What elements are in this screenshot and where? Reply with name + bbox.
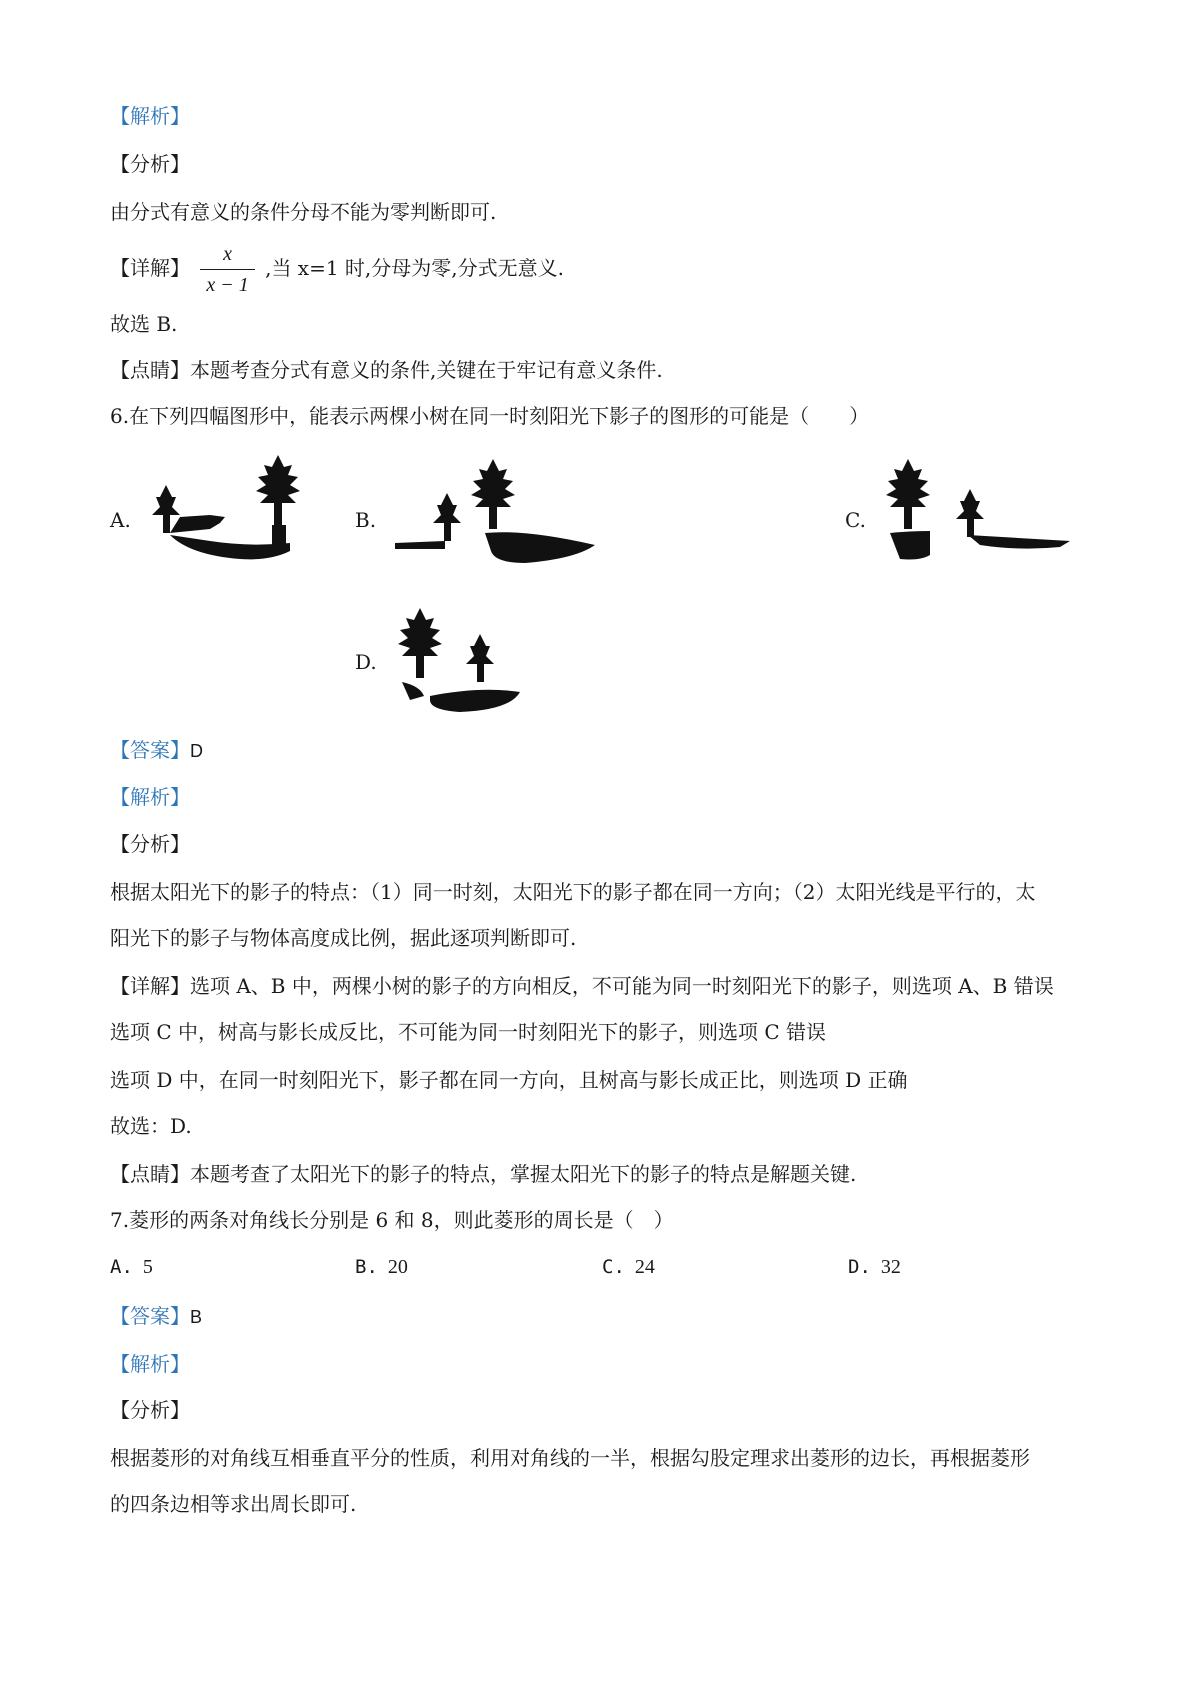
q5-detail-text: ,当 x=1 时,分母为零,分式无意义. bbox=[265, 256, 564, 280]
q7-choice-a-value: 5 bbox=[142, 1256, 153, 1278]
fenxi-tag: 【分析】 bbox=[110, 152, 190, 176]
q7-choice-d-value: 32 bbox=[880, 1256, 901, 1278]
analysis-tag: 【解析】 bbox=[110, 104, 190, 128]
q6-comment bbox=[110, 1162, 856, 1186]
q7-analysis-line-1: 根据菱形的对角线互相垂直平分的性质，利用对角线的一半，根据勾股定理求出菱形的边长，再根据菱形 bbox=[110, 1446, 1030, 1470]
q7-choice-d-label: D. bbox=[848, 1256, 871, 1278]
q7-choice-b bbox=[355, 1256, 408, 1279]
q6-choose: 故选：D. bbox=[110, 1114, 192, 1138]
answer-tag: 【答案】 bbox=[110, 1304, 190, 1328]
q6-question: 6.在下列四幅图形中，能表示两棵小树在同一时刻阳光下影子的图形的可能是（ ） bbox=[110, 404, 870, 428]
q7-choice-b-value: 20 bbox=[387, 1256, 408, 1278]
q5-comment bbox=[110, 358, 663, 382]
q7-analysis-line-2: 的四条边相等求出周长即可. bbox=[110, 1492, 357, 1516]
q5-choose: 故选 B. bbox=[110, 312, 178, 336]
q7-choice-c-value: 24 bbox=[634, 1256, 655, 1278]
q6-analysis-line-2: 阳光下的影子与物体高度成比例，据此逐项判断即可. bbox=[110, 926, 577, 950]
q6-detail-line-3: 选项 D 中，在同一时刻阳光下，影子都在同一方向，且树高与影长成正比，则选项 D 正确 bbox=[110, 1068, 908, 1092]
q5-comment-text: 本题考查分式有意义的条件,关键在于牢记有意义条件. bbox=[190, 358, 663, 382]
q6-option-a-label: A. bbox=[110, 508, 131, 532]
fraction-denominator: x − 1 bbox=[206, 274, 249, 296]
q7-choice-d bbox=[848, 1256, 901, 1279]
q6-option-b-label: B. bbox=[355, 508, 377, 532]
xiangjie-tag: 【详解】 bbox=[110, 974, 190, 998]
q6-option-c-figure bbox=[880, 455, 1080, 575]
q6-detail-text-1: 选项 A、B 中，两棵小树的影子的方向相反，不可能为同一时刻阳光下的影子，则选项 A、B 错误 bbox=[190, 974, 1054, 998]
answer-tag: 【答案】 bbox=[110, 738, 190, 762]
fenxi-tag: 【分析】 bbox=[110, 1398, 190, 1422]
q5-detail bbox=[110, 242, 564, 297]
q7-question: 7.菱形的两条对角线长分别是 6 和 8，则此菱形的周长是（ ） bbox=[110, 1208, 674, 1232]
fraction bbox=[200, 242, 254, 297]
fraction-numerator: x bbox=[200, 242, 254, 270]
q6-comment-text: 本题考查了太阳光下的影子的特点，掌握太阳光下的影子的特点是解题关键. bbox=[190, 1162, 857, 1186]
q6-option-c-label: C. bbox=[845, 508, 866, 532]
dianjing-tag: 【点睛】 bbox=[110, 1162, 190, 1186]
q7-answer bbox=[110, 1304, 202, 1329]
analysis-tag: 【解析】 bbox=[110, 785, 190, 809]
q7-choice-c bbox=[602, 1256, 655, 1279]
q7-choice-c-label: C. bbox=[602, 1256, 625, 1278]
q6-answer-value: D bbox=[190, 741, 203, 761]
q7-answer-value: B bbox=[190, 1307, 203, 1327]
q6-detail-line-1 bbox=[110, 974, 1054, 998]
q5-analysis: 由分式有意义的条件分母不能为零判断即可. bbox=[110, 200, 497, 224]
q6-option-d-label: D. bbox=[355, 650, 377, 674]
q7-choice-b-label: B. bbox=[355, 1256, 378, 1278]
q7-choice-a bbox=[110, 1256, 153, 1279]
fenxi-tag: 【分析】 bbox=[110, 832, 190, 856]
q6-detail-line-2: 选项 C 中，树高与影长成反比，不可能为同一时刻阳光下的影子，则选项 C 错误 bbox=[110, 1020, 827, 1044]
dianjing-tag: 【点睛】 bbox=[110, 358, 190, 382]
q6-option-a-figure bbox=[150, 455, 360, 575]
q7-choice-a-label: A. bbox=[110, 1256, 133, 1278]
xiangjie-tag: 【详解】 bbox=[110, 256, 190, 280]
q6-option-d-figure bbox=[390, 600, 540, 730]
q6-answer bbox=[110, 738, 203, 763]
q6-analysis-line-1: 根据太阳光下的影子的特点：（1）同一时刻，太阳光下的影子都在同一方向；（2）太阳光线是平行的，太 bbox=[110, 880, 1036, 904]
analysis-tag: 【解析】 bbox=[110, 1352, 190, 1376]
q6-option-b-figure bbox=[395, 455, 615, 575]
